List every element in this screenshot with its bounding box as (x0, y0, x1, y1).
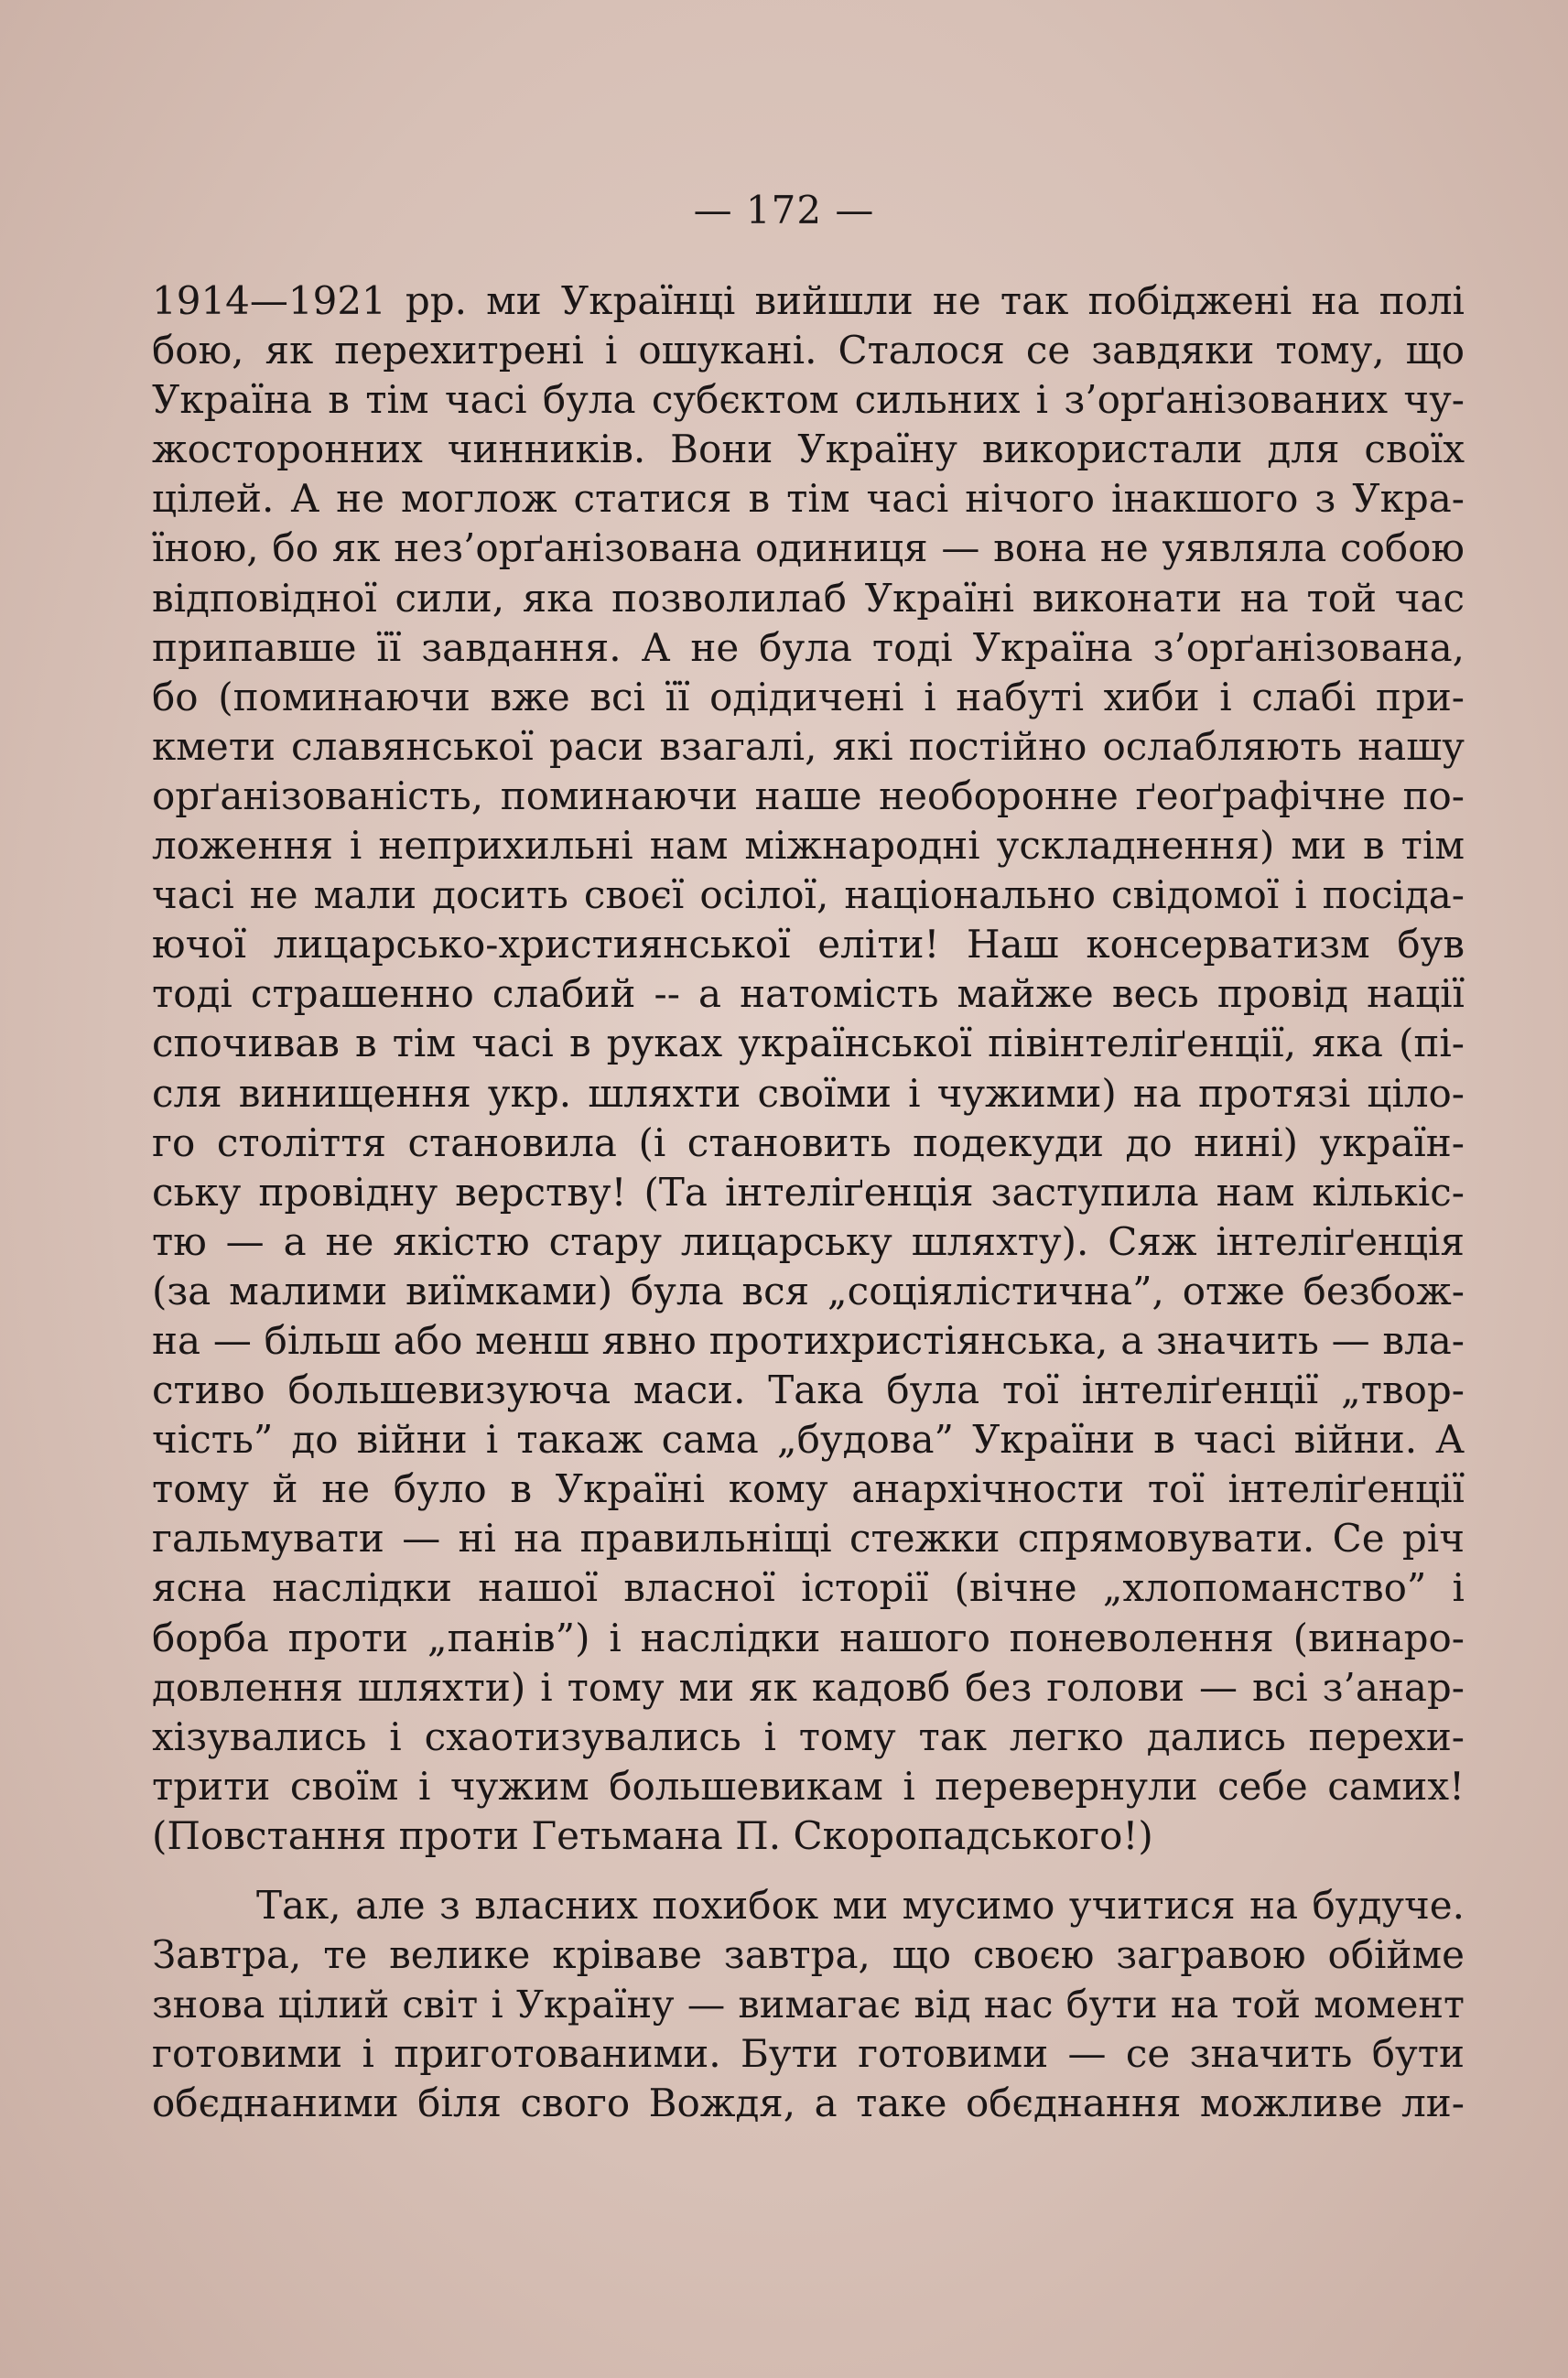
text-line: ложення і неприхильні нам міжнародні ускладнення) ми в тім (152, 823, 1465, 869)
text-line: ську провідну верству! (Та інтеліґенція заступила нам кількіс- (152, 1169, 1465, 1215)
text-line: спочивав в тім часі в руках української півінтеліґенції, яка (пі- (152, 1021, 1465, 1066)
text-line: Україна в тім часі була субєктом сильних і з’орґанізованих чу- (152, 377, 1465, 423)
text-line: бо (поминаючи вже всі її одідичені і набуті хиби і слабі при- (152, 674, 1465, 719)
text-line: бою, як перехитрені і ошукані. Сталося се завдяки тому, що (152, 328, 1465, 373)
text-line: тю — а не якістю стару лицарську шляхту). Сяж інтеліґенція (152, 1218, 1465, 1264)
text-line: стиво большевизуюча маси. Така була тої інтеліґенції „твор- (152, 1367, 1465, 1413)
paragraph (152, 1881, 1465, 2128)
text-line: жосторонних чинників. Вони Україну використали для своїх (152, 427, 1465, 472)
text-line: тоді страшенно слабий -- а натомість майже весь провід нації (152, 971, 1465, 1017)
text-line: тому й не було в Україні кому анархічности тої інтеліґенції (152, 1466, 1465, 1512)
text-line: чість” до війни і такаж сама „будова” України в часі війни. А (152, 1417, 1465, 1463)
text-line: цілей. А не моглож статися в тім часі нічого інакшого з Укра- (152, 476, 1465, 522)
text-line: ясна наслідки нашої власної історії (вічне „хлопоманство” і (152, 1565, 1465, 1611)
text-line: ючої лицарсько-християнської еліти! Наш консерватизм був (152, 922, 1465, 967)
page-number: — 172 — (693, 188, 875, 232)
text-line: їною, бо як нез’орґанізована одиниця — вона не уявляла собою (152, 525, 1465, 571)
text-line: борба проти „панів”) і наслідки нашого поневолення (винаро- (152, 1615, 1465, 1660)
text-line: на — більш або менш явно протихристіянська, а значить — вла- (152, 1317, 1465, 1363)
text-line: довлення шляхти) і тому ми як кадовб без голови — всі з’анар- (152, 1664, 1465, 1710)
paragraph (152, 276, 1465, 1861)
text-line: часі не мали досить своєї осілої, національно свідомої і посіда- (152, 872, 1465, 918)
text-line: кмети славянської раси взагалі, які постійно ослабляють нашу (152, 723, 1465, 769)
text-line: знова цілий світ і Україну — вимагає від нас бути на той момент (152, 1982, 1465, 2027)
text-line: 1914—1921 рр. ми Українці вийшли не так побіджені на полі (152, 278, 1465, 323)
text-line: Так, але з власних похибок ми мусимо учитися на будуче. (256, 1883, 1465, 1928)
body-text (152, 276, 1465, 2128)
text-line: (за малими виїмками) була вся „соціялістична”, отже безбож- (152, 1268, 1465, 1313)
text-line: орґанізованість, поминаючи наше необоронне ґеоґрафічне по- (152, 773, 1465, 818)
text-line: припавше її завдання. А не була тоді Україна з’орґанізована, (152, 624, 1465, 670)
text-line: го століття становила (і становить подекуди до нині) україн- (152, 1119, 1465, 1165)
text-line: хізувались і схаотизувались і тому так легко дались перехи- (152, 1713, 1465, 1759)
paragraph-gap (152, 1861, 1465, 1881)
text-line: трити своїм і чужим большевикам і перевернули себе самих! (152, 1763, 1465, 1809)
text-line: готовими і приготованими. Бути готовими — се значить бути (152, 2031, 1465, 2077)
text-line: Завтра, те велике кріваве завтра, що своєю загравою обійме (152, 1932, 1465, 1978)
text-line: сля винищення укр. шляхти своїми і чужими) на протязі ціло- (152, 1070, 1465, 1116)
text-line: (Повстання проти Гетьмана П. Скоропадського!) (152, 1812, 1153, 1858)
text-line: гальмувати — ні на правильніщі стежки спрямовувати. Се річ (152, 1516, 1465, 1562)
text-line: обєднаними біля свого Вождя, а таке обєднання можливе ли- (152, 2081, 1465, 2126)
text-line: відповідної сили, яка позволилаб Україні виконати на той час (152, 575, 1465, 621)
